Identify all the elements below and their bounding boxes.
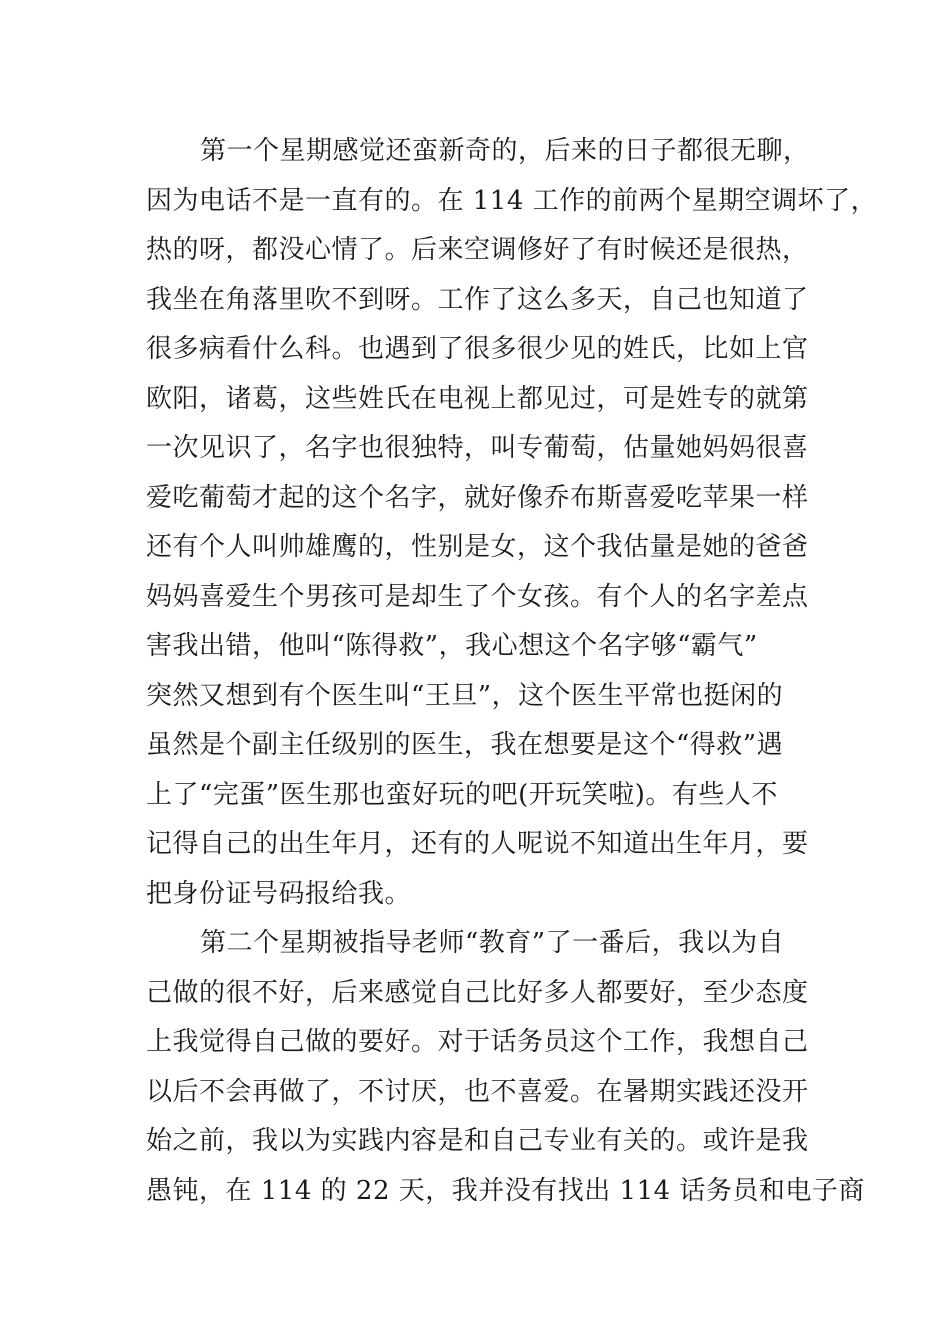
text-line: 第一个星期感觉还蛮新奇的，后来的日子都很无聊， — [200, 136, 810, 166]
text-line: 上了“完蛋”医生那也蛮好玩的吧(开玩笑啦)。有些人不 — [146, 779, 778, 810]
text-line: 我坐在角落里吹不到呀。工作了这么多天，自己也知道了 — [146, 284, 809, 315]
paragraph-2 — [146, 919, 865, 1216]
text-line: 始之前，我以为实践内容是和自己专业有关的。或许是我 — [146, 1126, 809, 1156]
text-line: 一次见识了，名字也很独特，叫专葡萄，估量她妈妈很喜 — [146, 433, 809, 463]
text-line: 欧阳，诸葛，这些姓氏在电视上都见过，可是姓专的就第 — [146, 383, 809, 414]
text-line: 害我出错，他叫“陈得救”，我心想这个名字够“霸气” — [146, 631, 758, 661]
text-line: 突然又想到有个医生叫“王旦”，这个医生平常也挺闲的 — [146, 680, 784, 711]
text-line: 第二个星期被指导老师“教育”了一番后，我以为自 — [200, 928, 785, 958]
text-line: 记得自己的出生年月，还有的人呢说不知道出生年月，要 — [146, 829, 809, 859]
text-line: 还有个人叫帅雄鹰的，性别是女，这个我估量是她的爸爸 — [146, 532, 809, 562]
text-line: 愚钝，在 114 的 22 天，我并没有找出 114 话务员和电子商 — [146, 1175, 865, 1206]
text-line: 上我觉得自己做的要好。对于话务员这个工作，我想自己 — [146, 1027, 809, 1057]
text-line: 很多病看什么科。也遇到了很多很少见的姓氏，比如上官 — [146, 334, 809, 364]
text-line: 妈妈喜爱生个男孩可是却生了个女孩。有个人的名字差点 — [146, 581, 809, 612]
text-line: 因为电话不是一直有的。在 114 工作的前两个星期空调坏了， — [146, 185, 878, 216]
paragraph-1 — [146, 127, 878, 919]
text-line: 以后不会再做了，不讨厌，也不喜爱。在暑期实践还没开 — [146, 1076, 809, 1107]
document-body — [146, 127, 878, 1216]
text-line: 热的呀，都没心情了。后来空调修好了有时候还是很热， — [146, 235, 809, 265]
text-line: 虽然是个副主任级别的医生，我在想要是这个“得救”遇 — [146, 730, 784, 760]
text-line: 把身份证号码报给我。 — [146, 878, 412, 909]
text-line: 爱吃葡萄才起的这个名字，就好像乔布斯喜爱吃苹果一样 — [146, 482, 809, 513]
text-line: 己做的很不好，后来感觉自己比好多人都要好，至少态度 — [146, 977, 809, 1008]
